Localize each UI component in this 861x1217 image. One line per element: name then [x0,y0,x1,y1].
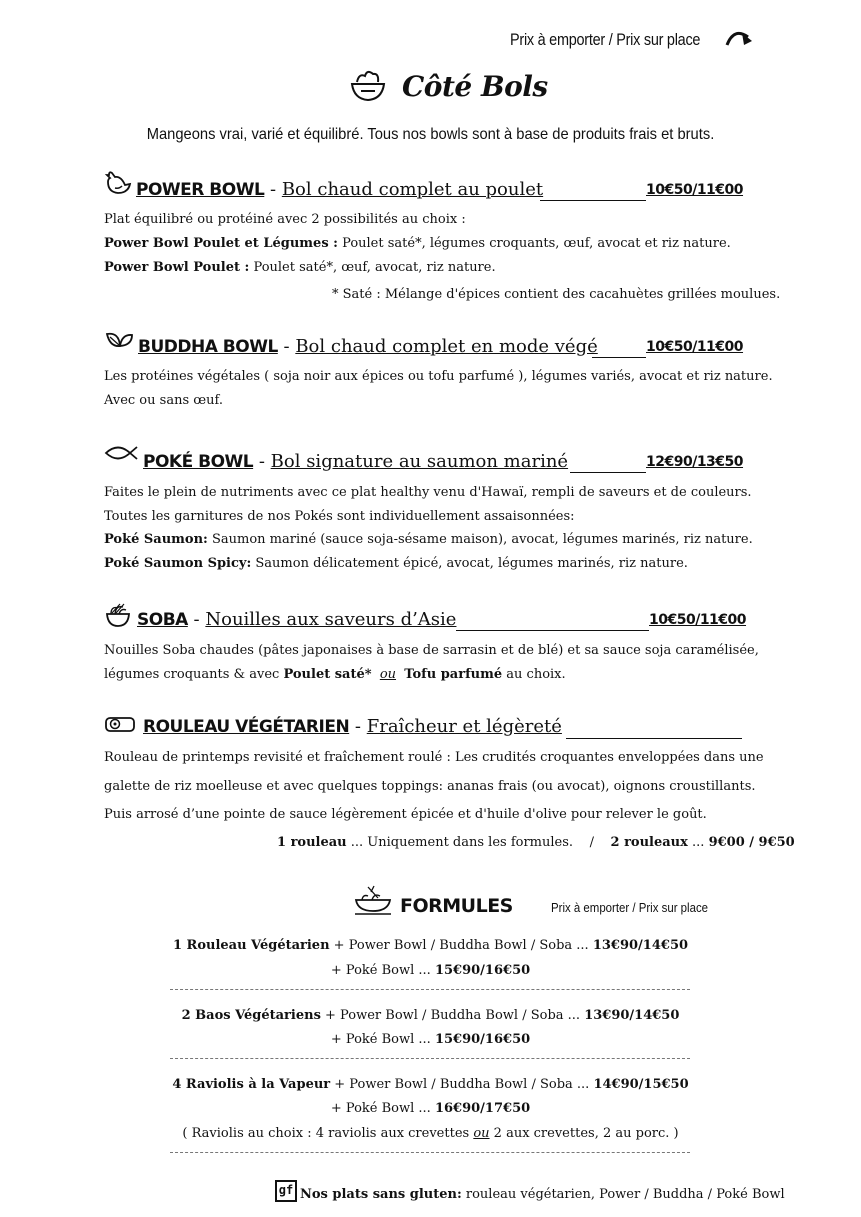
rouleau-line-1: Rouleau de printemps revisité et fraîchement roulé : Les crudités croquantes enveloppées dans une [104,750,764,765]
poke-bowl-underline [570,472,646,473]
poke-bowl-subtitle: Bol signature au saumon mariné [270,451,569,472]
power-bowl-subtitle: Bol chaud complet au poulet [281,179,544,200]
buddha-bowl-price: 10€50/11€00 [646,339,744,355]
buddha-bowl-underline [592,357,646,358]
formule-2-line-1: 2 Baos Végétariens + Power Bowl / Buddha Bowl / Soba ... 13€90/14€50 [181,1008,680,1023]
rouleau-line-3: Puis arrosé d’une pointe de sauce légèrement épicée et d'huile d'olive pour relever le goût. [104,807,707,822]
poke-bowl-heading: POKÉ BOWL - Bol signature au saumon mariné [143,451,569,472]
soba-name: SOBA [137,610,188,630]
noodle-bowl-icon [104,602,132,628]
rouleau-prices: 1 rouleau ... Uniquement dans les formules. / 2 rouleaux ... 9€00 / 9€50 [277,835,795,850]
formule-1-line-2: + Poké Bowl ... 15€90/16€50 [330,963,531,978]
soba-line-1: Nouilles Soba chaudes (pâtes japonaises à base de sarrasin et de blé) et sa sauce soja caramélisée, [104,643,759,658]
power-line-3: Power Bowl Poulet : Poulet saté*, œuf, avocat, riz nature. [104,260,496,275]
soba-subtitle: Nouilles aux saveurs d’Asie [205,609,457,630]
formule-3-line-2: + Poké Bowl ... 16€90/17€50 [330,1101,531,1116]
formule-divider-3 [170,1152,690,1153]
poke-line-2: Toutes les garnitures de nos Pokés sont individuellement assaisonnées: [104,509,575,524]
poke-line-3: Poké Saumon: Saumon mariné (sauce soja-sésame maison), avocat, légumes marinés, riz nature. [104,532,753,547]
power-line-2: Power Bowl Poulet et Légumes : Poulet saté*, légumes croquants, œuf, avocat et riz nature. [104,236,731,251]
gluten-free-line: Nos plats sans gluten: rouleau végétarien, Power / Buddha / Poké Bowl [300,1187,785,1202]
soba-line-2: légumes croquants & avec Poulet saté* ou Tofu parfumé au choix. [104,667,566,682]
buddha-bowl-name: BUDDHA BOWL [138,337,278,357]
rouleau-name: ROULEAU VÉGÉTARIEN [143,717,350,737]
power-line-1: Plat équilibré ou protéiné avec 2 possibilités au choix : [104,212,466,227]
formule-3-line-3: ( Raviolis au choix : 4 raviolis aux crevettes ou 2 aux crevettes, 2 au porc. ) [182,1126,679,1141]
fish-icon [104,444,138,462]
tagline: Mangeons vrai, varié et équilibré. Tous nos bowls sont à base de produits frais et bruts. [146,126,715,143]
formules-icon [354,884,392,916]
gluten-free-icon: gf [275,1180,297,1202]
rouleau-line-2: galette de riz moelleuse et avec quelques toppings: ananas frais (ou avocat), oignons croustillants. [104,779,756,794]
rouleau-heading: ROULEAU VÉGÉTARIEN - Fraîcheur et légèreté [143,716,562,737]
salad-bowl-icon [349,67,387,103]
leaf-icon [104,330,134,352]
formule-2-line-2: + Poké Bowl ... 15€90/16€50 [330,1032,531,1047]
top-prices-label: Prix à emporter / Prix sur place [510,30,701,49]
rouleau-underline [566,738,742,739]
formules-prices-label: Prix à emporter / Prix sur place [551,900,709,915]
formules-title: FORMULES [400,895,513,917]
soba-price: 10€50/11€00 [649,612,747,628]
buddha-line-1: Les protéines végétales ( soja noir aux épices ou tofu parfumé ), légumes variés, avocat et riz nature. [104,369,773,384]
formule-1-line-1: 1 Rouleau Végétarien + Power Bowl / Buddha Bowl / Soba ... 13€90/14€50 [172,938,689,953]
power-note: * Saté : Mélange d'épices contient des cacahuètes grillées moulues. [332,287,781,302]
buddha-line-2: Avec ou sans œuf. [104,393,223,408]
power-bowl-name: POWER BOWL [136,180,265,200]
rouleau-subtitle: Fraîcheur et légèreté [366,716,562,737]
buddha-bowl-subtitle: Bol chaud complet en mode végé [295,336,598,357]
chicken-icon [104,168,134,196]
poke-bowl-price: 12€90/13€50 [646,454,744,470]
poke-line-4: Poké Saumon Spicy: Saumon délicatement épicé, avocat, légumes marinés, riz nature. [104,556,688,571]
arrow-icon [724,25,756,51]
power-bowl-heading: POWER BOWL - Bol chaud complet au poulet [136,179,544,200]
formule-divider-2 [170,1058,690,1059]
buddha-bowl-heading: BUDDHA BOWL - Bol chaud complet en mode végé [138,336,598,357]
power-bowl-price: 10€50/11€00 [646,182,744,198]
poke-bowl-name: POKÉ BOWL [143,452,254,472]
soba-heading: SOBA - Nouilles aux saveurs d’Asie [137,609,457,630]
spring-roll-icon [104,714,136,734]
formule-3-line-1: 4 Raviolis à la Vapeur + Power Bowl / Buddha Bowl / Soba ... 14€90/15€50 [172,1077,689,1092]
formule-divider-1 [170,989,690,990]
poke-line-1: Faites le plein de nutriments avec ce plat healthy venu d'Hawaï, rempli de saveurs et de couleurs. [104,485,752,500]
power-bowl-underline [540,200,646,201]
soba-underline [456,630,649,631]
page-title: Côté Bols [402,70,548,103]
